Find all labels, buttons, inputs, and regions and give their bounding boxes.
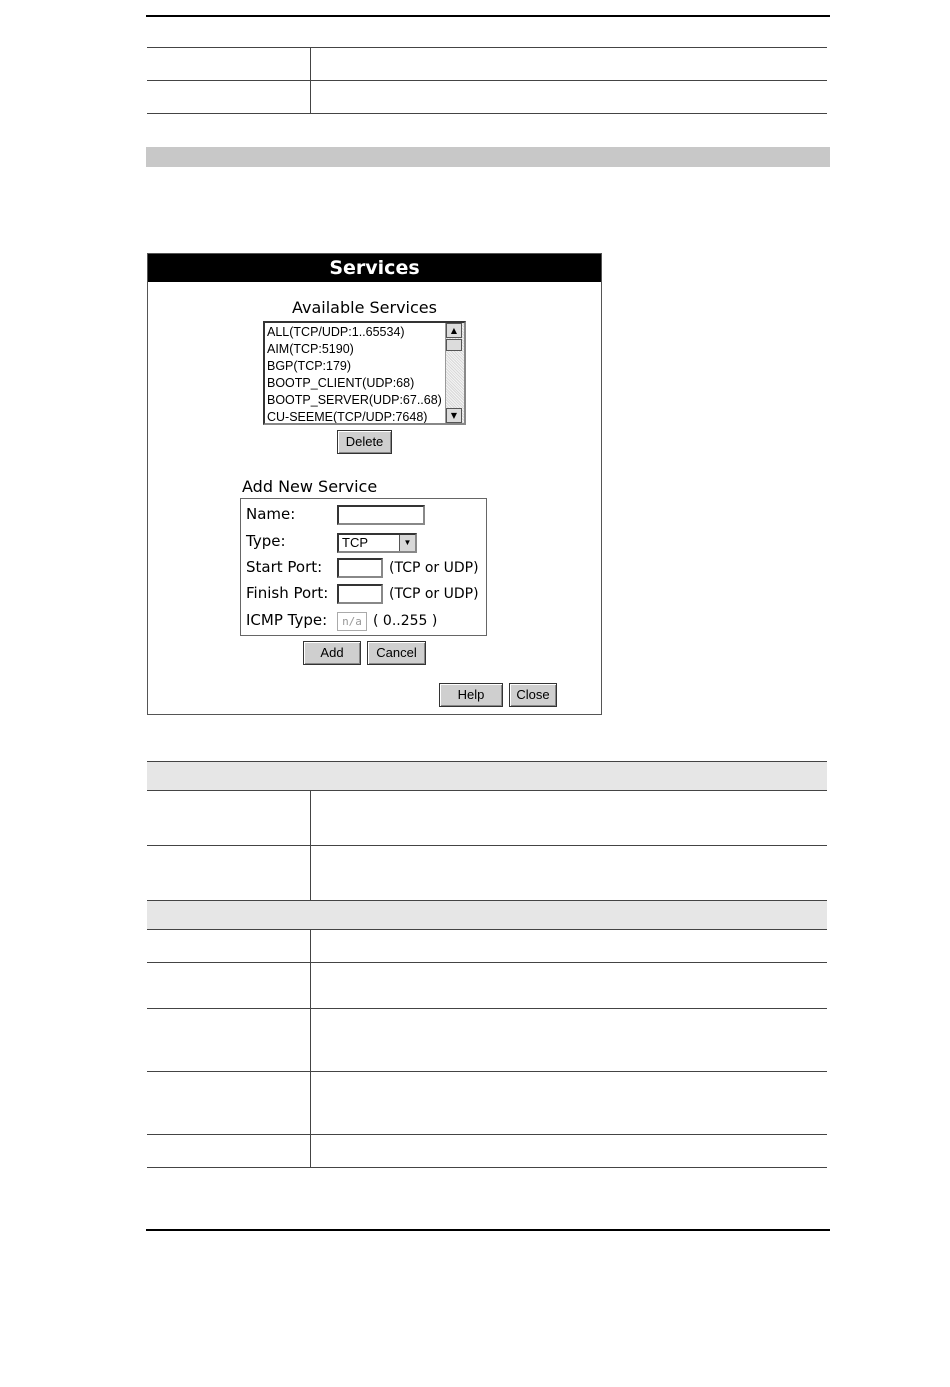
list-scrollbar[interactable] bbox=[445, 323, 464, 423]
add-button[interactable]: Add bbox=[303, 641, 361, 665]
table-row bbox=[147, 81, 827, 114]
table-row bbox=[147, 930, 827, 963]
table-row bbox=[147, 846, 827, 901]
chevron-down-icon[interactable]: ▼ bbox=[399, 535, 415, 551]
name-label: Name: bbox=[246, 505, 296, 523]
scroll-thumb[interactable] bbox=[446, 339, 462, 351]
list-item[interactable]: CU-SEEME(TCP/UDP:7648) bbox=[267, 410, 428, 424]
finish-port-input[interactable] bbox=[337, 584, 383, 604]
page-top-rule bbox=[146, 15, 830, 17]
icmp-type-label: ICMP Type: bbox=[246, 611, 328, 629]
table-section-header bbox=[147, 761, 827, 791]
type-select-value: TCP bbox=[342, 535, 368, 550]
services-dialog bbox=[147, 253, 602, 715]
available-services-list[interactable] bbox=[263, 321, 466, 425]
page-bottom-rule bbox=[146, 1229, 830, 1231]
list-item[interactable]: BOOTP_CLIENT(UDP:68) bbox=[267, 376, 415, 390]
table-row bbox=[147, 791, 827, 846]
table-row bbox=[147, 48, 827, 81]
table-row bbox=[147, 1009, 827, 1072]
bottom-table bbox=[147, 761, 827, 1168]
scroll-down-arrow-icon[interactable]: ▼ bbox=[446, 408, 462, 423]
list-item[interactable]: ALL(TCP/UDP:1..65534) bbox=[267, 325, 405, 339]
dialog-title: Services bbox=[148, 254, 601, 282]
cancel-button[interactable]: Cancel bbox=[367, 641, 426, 665]
start-port-hint: (TCP or UDP) bbox=[389, 560, 479, 576]
table-row bbox=[147, 963, 827, 1009]
delete-button[interactable]: Delete bbox=[337, 430, 392, 454]
table-row bbox=[147, 1135, 827, 1168]
icmp-type-hint: ( 0..255 ) bbox=[373, 613, 438, 629]
add-new-service-label: Add New Service bbox=[242, 477, 378, 496]
start-port-label: Start Port: bbox=[246, 558, 323, 576]
help-button[interactable]: Help bbox=[439, 683, 503, 707]
icmp-type-input[interactable]: n/a bbox=[337, 612, 367, 631]
scroll-up-arrow-icon[interactable]: ▲ bbox=[446, 323, 462, 338]
start-port-input[interactable] bbox=[337, 558, 383, 578]
list-item[interactable]: BGP(TCP:179) bbox=[267, 359, 352, 373]
add-service-form bbox=[240, 498, 487, 636]
list-item[interactable]: BOOTP_SERVER(UDP:67..68) bbox=[267, 393, 442, 407]
type-select[interactable] bbox=[337, 533, 417, 553]
list-item[interactable]: AIM(TCP:5190) bbox=[267, 342, 354, 356]
table-section-header bbox=[147, 901, 827, 930]
section-heading-band bbox=[146, 147, 830, 167]
name-input[interactable] bbox=[337, 505, 425, 525]
table-row bbox=[147, 1072, 827, 1135]
finish-port-hint: (TCP or UDP) bbox=[389, 586, 479, 602]
close-button[interactable]: Close bbox=[509, 683, 557, 707]
type-label: Type: bbox=[246, 532, 286, 550]
top-table bbox=[147, 47, 827, 114]
finish-port-label: Finish Port: bbox=[246, 584, 329, 602]
available-services-label: Available Services bbox=[292, 298, 437, 317]
